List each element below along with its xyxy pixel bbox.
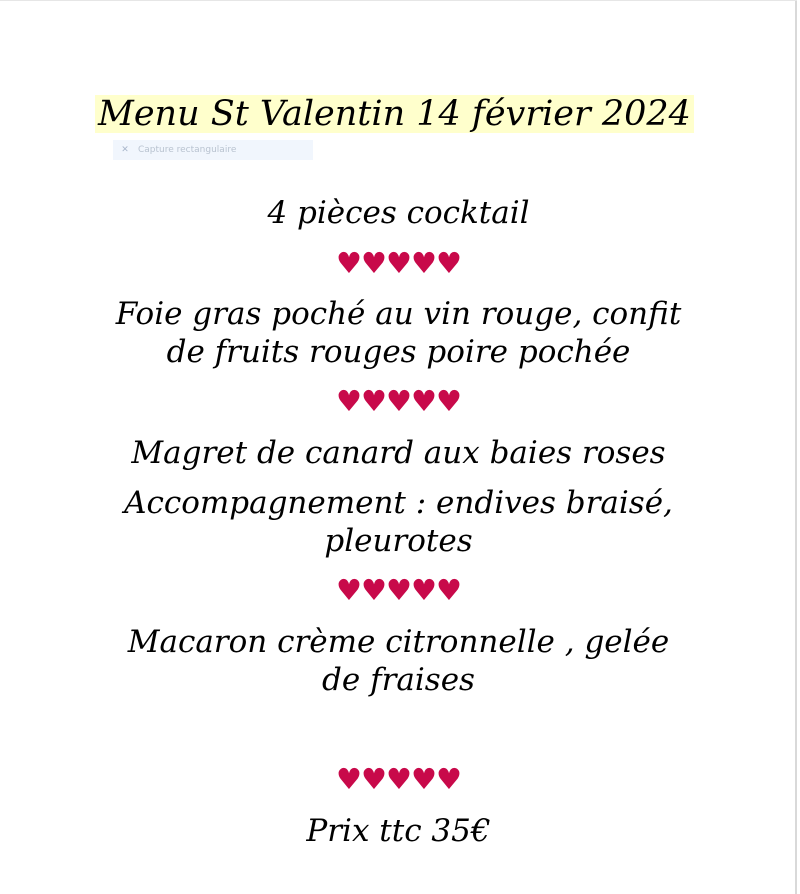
heart-icon: ♥	[386, 573, 411, 607]
heart-separator-3	[0, 575, 797, 605]
heart-icon: ♥	[336, 573, 361, 607]
heart-icon: ♥	[386, 762, 411, 796]
page-edge	[0, 0, 797, 1]
heart-icon: ♥	[336, 384, 361, 418]
side-dish-line-1: Accompagnement : endives braisé,	[124, 485, 673, 521]
heart-icon: ♥	[436, 246, 461, 280]
heart-separator-2	[0, 386, 797, 416]
side-dish-line-2: pleurotes	[324, 523, 473, 559]
heart-icon: ♥	[386, 384, 411, 418]
starter-line-1: Foie gras poché au vin rouge, confit	[115, 296, 682, 332]
heart-icon: ♥	[436, 384, 461, 418]
starter-line-2: de fruits rouges poire pochée	[166, 334, 631, 370]
main-course-line: Magret de canard aux baies roses	[131, 435, 666, 471]
heart-icon: ♥	[361, 762, 386, 796]
heart-icon: ♥	[411, 573, 436, 607]
menu-title: Menu St Valentin 14 février 2024	[95, 95, 694, 133]
cocktail-line: 4 pièces cocktail	[267, 195, 530, 231]
heart-icon: ♥	[361, 246, 386, 280]
capture-tooltip-label: Capture rectangulaire	[138, 145, 237, 155]
price-line: Prix ttc 35€	[306, 813, 491, 849]
heart-icon: ♥	[336, 246, 361, 280]
heart-icon: ♥	[411, 762, 436, 796]
heart-icon: ♥	[436, 762, 461, 796]
heart-icon: ♥	[386, 246, 411, 280]
heart-icon: ♥	[411, 384, 436, 418]
heart-icon: ♥	[361, 384, 386, 418]
heart-separator-4	[0, 764, 797, 794]
capture-icon: ✕	[121, 145, 129, 155]
dessert-line-1: Macaron crème citronnelle , gelée	[127, 624, 670, 660]
heart-icon: ♥	[436, 573, 461, 607]
heart-icon: ♥	[361, 573, 386, 607]
dessert-line-2: de fraises	[322, 662, 475, 698]
capture-tooltip	[113, 140, 313, 160]
heart-icon: ♥	[411, 246, 436, 280]
heart-icon: ♥	[336, 762, 361, 796]
heart-separator-1	[0, 248, 797, 278]
